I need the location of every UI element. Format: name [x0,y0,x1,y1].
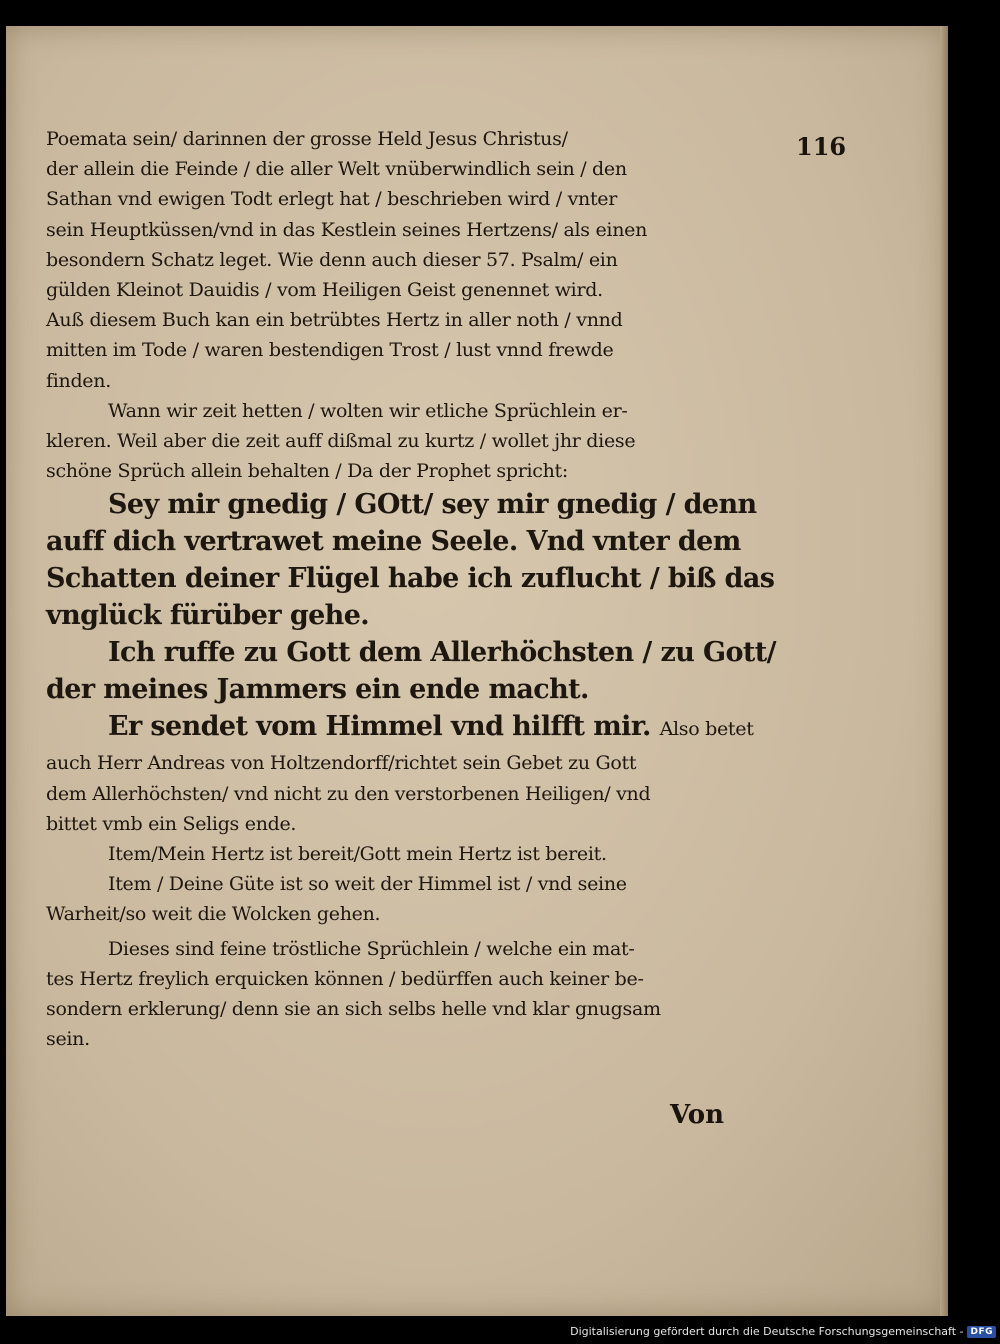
dfg-logo: DFG [967,1326,996,1338]
text-line: Poemata sein/ darinnen der grosse Held Jesus Christus/ [46,128,568,150]
text-line: sondern erklerung/ denn sie an sich selbs helle vnd klar gnugsam [46,998,661,1021]
text-line: tes Hertz freylich erquicken können / bedürffen auch keiner be- [46,967,644,990]
page-edge [940,26,948,1316]
text-line: Item/Mein Hertz ist bereit/Gott mein Hertz ist bereit. [108,843,607,866]
text-line: Dieses sind feine tröstliche Sprüchlein / welche ein mat- [108,937,635,960]
text-line: besondern Schatz leget. Wie denn auch dieser 57. Psalm/ ein [46,248,618,271]
text-line: finden. [46,369,111,392]
book-page [6,26,948,1316]
text-line: schöne Sprüch allein behalten / Da der Prophet spricht: [46,460,568,483]
scripture-text: Er sendet vom Himmel vnd hilfft mir. [108,711,651,743]
text-line: mitten im Tode / waren bestendigen Trost / lust vnnd frewde [46,339,614,362]
scripture-line [46,708,754,748]
page-number: 116 [796,132,847,161]
text-line: Sathan vnd ewigen Todt erlegt hat / beschrieben wird / vnter [46,188,618,211]
footer-credit [570,1325,996,1338]
text-line: sein Heuptküssen/vnd in das Kestlein seines Hertzens/ als einen [46,218,648,241]
scripture-line: vnglück fürüber gehe. [46,600,370,632]
scripture-line: Schatten deiner Flügel habe ich zuflucht / biß das [46,563,775,595]
text-line: auch Herr Andreas von Holtzendorff/richtet sein Gebet zu Gott [46,752,637,775]
text-tail: Also betet [659,718,754,741]
text-line: dem Allerhöchsten/ vnd nicht zu den verstorbenen Heiligen/ vnd [46,782,651,805]
scripture-line: auff dich vertrawet meine Seele. Vnd vnter dem [46,526,741,558]
scripture-line: Ich ruffe zu Gott dem Allerhöchsten / zu Gott/ [108,637,776,669]
scripture-line: der meines Jammers ein ende macht. [46,674,589,706]
footer-credit-text: Digitalisierung gefördert durch die Deutsche Forschungsgemeinschaft - [570,1325,964,1338]
text-line: Auß diesem Buch kan ein betrübtes Hertz in aller noth / vnnd [46,309,623,332]
text-line: bittet vmb ein Seligs ende. [46,812,297,835]
text-line: gülden Kleinot Dauidis / vom Heiligen Geist genennet wird. [46,279,603,302]
page-text [46,124,776,1054]
text-line: sein. [46,1028,90,1051]
text-line: Item / Deine Güte ist so weit der Himmel ist / vnd seine [108,873,627,896]
scripture-line: Sey mir gnedig / GOtt/ sey mir gnedig / denn [108,489,757,521]
catchword: Von [670,1100,725,1130]
text-line: Wann wir zeit hetten / wolten wir etliche Sprüchlein er- [108,399,628,422]
text-line: Warheit/so weit die Wolcken gehen. [46,903,381,926]
text-line: der allein die Feinde / die aller Welt vnüberwindlich sein / den [46,158,627,181]
text-line: kleren. Weil aber die zeit auff dißmal zu kurtz / wollet jhr diese [46,430,636,453]
